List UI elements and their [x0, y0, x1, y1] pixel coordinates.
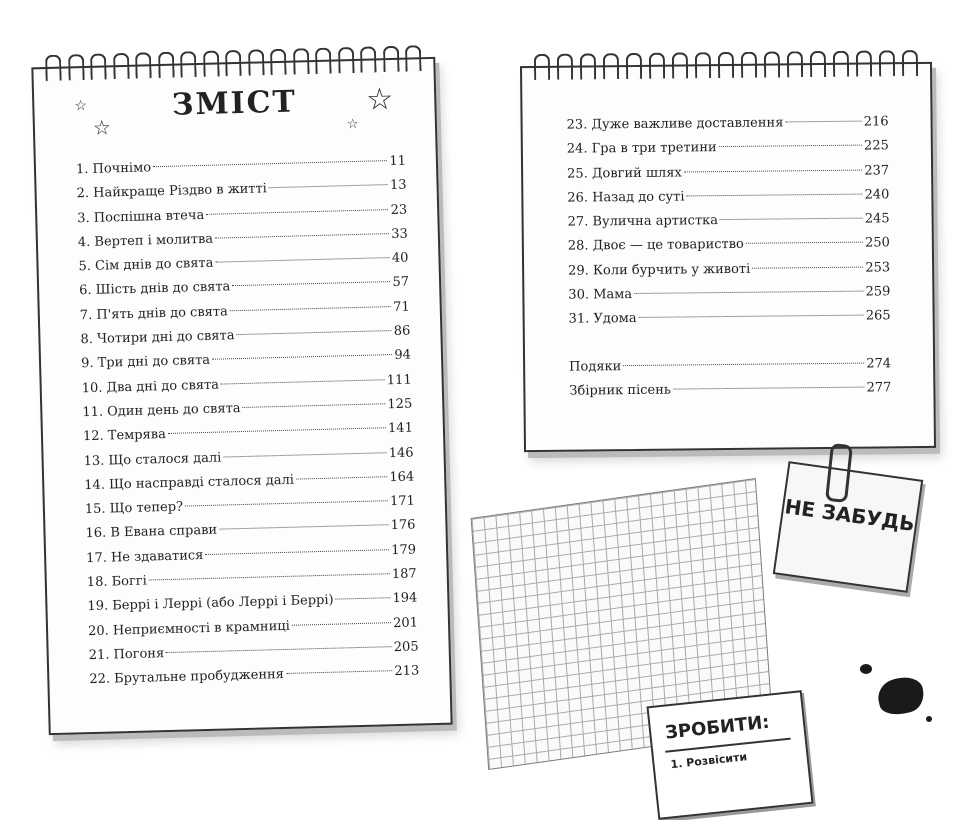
spiral-ring: [202, 50, 219, 76]
spiral-ring: [315, 48, 332, 74]
dot-leader: [634, 291, 863, 294]
dot-leader: [639, 315, 864, 318]
dot-leader: [166, 646, 392, 653]
dot-leader: [746, 242, 863, 244]
toc-entry: [568, 256, 890, 284]
toc-entry-page: 40: [391, 250, 409, 267]
toc-entry-title: 18. Боггі: [86, 573, 147, 591]
toc-entry-page: 179: [391, 542, 417, 558]
toc-entry-page: 205: [393, 639, 419, 656]
dot-leader: [269, 184, 388, 188]
spiral-ring: [45, 55, 62, 81]
spiral-ring: [833, 51, 849, 77]
toc-entry-title: 29. Коли бурчить у животі: [568, 261, 751, 279]
toc-entry-title: 19. Беррі і Леррі (або Леррі і Беррі): [87, 593, 334, 615]
notebook-page-right: [520, 62, 936, 452]
toc-entry-page: 250: [864, 235, 890, 252]
toc-entry-page: 71: [392, 299, 410, 315]
toc-entry-page: 13: [389, 177, 407, 194]
spiral-ring: [557, 54, 573, 80]
spiral-ring: [112, 53, 129, 79]
dot-leader: [286, 670, 393, 674]
spiral-ring: [695, 52, 711, 78]
spiral-ring: [718, 52, 734, 78]
star-icon: ☆: [92, 115, 112, 140]
toc-entry-page: 225: [863, 138, 889, 154]
toc-entry-page: 259: [865, 284, 891, 300]
toc-entry-page: 245: [864, 211, 890, 227]
dot-leader: [296, 476, 387, 479]
dot-leader: [684, 169, 863, 172]
spiral-ring: [247, 49, 264, 75]
toc-entry-page: 23: [390, 202, 408, 218]
spiral-ring: [135, 52, 152, 78]
dot-leader: [219, 525, 389, 530]
toc-entry-page: 176: [390, 517, 416, 534]
toc-entry-page: 213: [394, 663, 420, 680]
dot-leader: [149, 573, 390, 580]
toc-entry: [569, 377, 891, 405]
toc-entry-page: 57: [392, 275, 410, 291]
toc-entry-page: 187: [391, 566, 417, 583]
toc-entry-page: 265: [865, 308, 891, 324]
dot-leader: [185, 500, 388, 506]
dot-leader: [719, 145, 862, 148]
toc-entry-title: 14. Що насправді сталося далі: [84, 472, 295, 494]
toc-entry-title: Подяки: [569, 359, 622, 375]
dot-leader: [206, 209, 388, 215]
toc-list: [76, 150, 420, 693]
todo-title: ЗРОБИТИ:: [664, 711, 771, 744]
dot-leader: [673, 387, 865, 390]
toc-entry-title: 8. Чотири дні до свята: [80, 328, 235, 348]
toc-entry: [567, 183, 889, 211]
toc-appendix-list: [569, 352, 891, 404]
spiral-ring: [360, 46, 377, 72]
dot-leader: [292, 622, 391, 626]
dot-leader: [752, 266, 863, 268]
star-icon: ☆: [365, 81, 394, 118]
toc-entry-title: 3. Поспішна втеча: [77, 207, 205, 226]
toc-entry-page: 33: [391, 226, 409, 242]
dot-leader: [153, 160, 387, 167]
spiral-ring: [810, 51, 826, 77]
toc-entry-page: 111: [386, 372, 412, 388]
toc-entry-page: 277: [866, 380, 892, 396]
dot-leader: [215, 233, 389, 239]
dot-leader: [236, 330, 391, 335]
spiral-ring: [856, 50, 872, 76]
toc-entry-title: 23. Дуже важливе доставлення: [566, 115, 784, 133]
toc-entry-title: 26. Назад до суті: [567, 189, 685, 206]
toc-entry-page: 171: [389, 493, 416, 510]
dot-leader: [215, 257, 390, 263]
toc-entry: [569, 352, 891, 380]
star-icon: ☆: [346, 116, 359, 133]
spiral-ring: [879, 50, 895, 76]
toc-entry-page: 86: [393, 323, 411, 340]
toc-entry-title: Збірник пісень: [569, 382, 672, 399]
toc-entry-page: 216: [863, 114, 889, 130]
spiral-ring: [270, 49, 287, 75]
dot-leader: [623, 363, 864, 367]
todo-card: [646, 690, 813, 820]
dot-leader: [221, 379, 385, 384]
spiral-ring: [787, 51, 803, 77]
toc-entry-title: 21. Погоня: [88, 646, 165, 664]
toc-entry: [568, 280, 890, 308]
toc-entry-page: 274: [866, 356, 892, 372]
toc-entry-page: 164: [389, 469, 415, 486]
spiral-ring: [672, 52, 688, 78]
toc-entry-page: 240: [864, 187, 890, 203]
toc-entry: [568, 232, 890, 260]
toc-entry-page: 253: [865, 260, 891, 276]
toc-entry-title: 10. Два дні до свята: [81, 377, 220, 396]
toc-entry-page: 146: [388, 445, 414, 461]
toc-entry-page: 201: [392, 615, 419, 631]
spiral-ring: [741, 52, 757, 78]
spiral-ring: [157, 52, 174, 78]
toc-entry-title: 13. Що сталося далі: [83, 450, 222, 469]
dot-leader: [230, 306, 391, 311]
spiral-ring: [626, 53, 642, 79]
toc-entry-title: 17. Не здаватися: [86, 547, 204, 566]
dot-leader: [205, 549, 389, 555]
toc-entry-title: 1. Почнімо: [75, 160, 152, 178]
spiral-binding: [522, 64, 930, 108]
toc-entry-title: 24. Гра в три третини: [566, 140, 717, 157]
toc-entry-title: 15. Що тепер?: [84, 499, 184, 518]
dot-leader: [232, 282, 390, 287]
toc-entry-title: 11. Один день до свята: [82, 401, 241, 421]
toc-entry-page: 94: [394, 347, 412, 364]
toc-entry-title: 5. Сім днів до свята: [78, 255, 214, 275]
spiral-ring: [225, 50, 242, 76]
star-icon: ☆: [74, 97, 88, 115]
dot-leader: [686, 193, 862, 196]
spiral-ring: [292, 48, 309, 74]
toc-entry-title: 31. Удома: [568, 311, 637, 328]
toc-entry-title: 20. Неприємності в крамниці: [87, 618, 290, 639]
toc-list: [566, 110, 890, 332]
toc-entry-page: 237: [864, 162, 890, 179]
spiral-ring: [580, 53, 596, 79]
spiral-ring: [90, 53, 107, 79]
toc-entry-title: 16. В Евана справи: [85, 523, 218, 542]
todo-item: 1. Розвісити: [670, 750, 748, 772]
dot-leader: [243, 403, 386, 408]
toc-entry: [567, 135, 889, 163]
toc-entry-title: 27. Вулична артистка: [567, 213, 719, 230]
toc-entry-title: 25. Довгий шлях: [567, 165, 682, 182]
toc-entry-title: 9. Три дні до свята: [80, 353, 211, 372]
toc-entry-title: 22. Брутальне пробудження: [89, 667, 285, 688]
dot-leader: [212, 354, 392, 360]
dot-leader: [720, 218, 863, 220]
toc-entry-title: 12. Темрява: [82, 427, 167, 445]
dot-leader: [223, 452, 386, 457]
spiral-ring: [649, 53, 665, 79]
spiral-ring: [67, 54, 84, 80]
page-title: ЗМІСТ: [171, 84, 298, 123]
notebook-page-left: [31, 57, 452, 735]
toc-entry: [569, 305, 891, 333]
toc-entry-title: 6. Шість днів до свята: [79, 279, 231, 299]
spiral-ring: [382, 46, 399, 72]
toc-entry-title: 7. П'ять днів до свята: [79, 304, 229, 323]
dot-leader: [785, 121, 861, 123]
toc-entry: [568, 207, 890, 235]
toc-entry-title: 28. Двоє — це товариство: [567, 237, 744, 255]
dot-leader: [336, 598, 391, 600]
ink-blot-icon: [874, 673, 928, 720]
spiral-ring: [603, 53, 619, 79]
spiral-ring: [534, 54, 550, 80]
toc-entry-page: 11: [389, 153, 407, 170]
ink-drop-icon: [926, 716, 932, 722]
toc-entry-title: 2. Найкраще Різдво в житті: [76, 181, 268, 202]
toc-entry: [567, 159, 889, 187]
toc-entry-title: 30. Мама: [568, 287, 633, 303]
toc-entry-page: 194: [392, 590, 418, 607]
toc-entry-page: 125: [387, 396, 413, 413]
ink-drop-icon: [860, 664, 872, 674]
toc-entry-page: 141: [387, 420, 414, 437]
spiral-ring: [764, 51, 780, 77]
dot-leader: [168, 428, 386, 435]
toc-entry-title: 4. Вертеп і молитва: [77, 231, 214, 251]
spiral-ring: [902, 50, 918, 76]
toc-entry: [566, 110, 888, 138]
spiral-ring: [180, 51, 197, 77]
spiral-ring: [337, 47, 354, 73]
spiral-ring: [405, 45, 422, 71]
sticky-note-text: НЕ ЗАБУДЬ: [783, 494, 917, 537]
